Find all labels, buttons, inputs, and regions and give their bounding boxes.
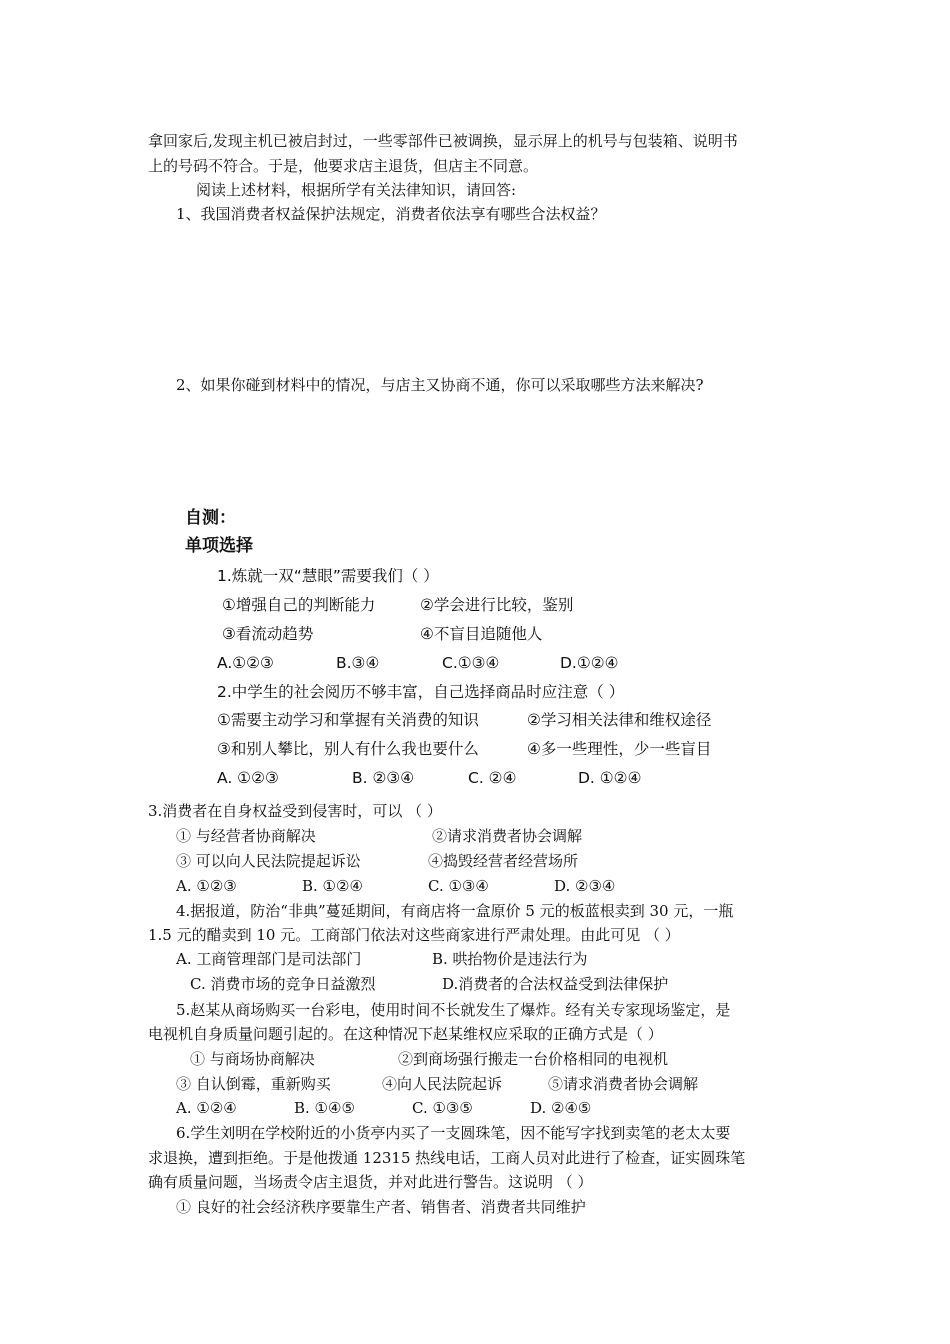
q2-option-2: ②学习相关法律和维权途径 (527, 711, 712, 729)
q1-stem: 1.炼就一双“慧眼”需要我们（ ） (217, 567, 439, 585)
q2-answer-a: A. ①②③ (217, 769, 279, 787)
q3-answer-b: B. ①②④ (302, 877, 363, 895)
q5-option-3: ③ 自认倒霉，重新购买 (176, 1075, 331, 1093)
q4-stem-line-2: 1.5 元的醋卖到 10 元。工商部门依法对这些商家进行严肃处理。由此可见 （ ） (148, 926, 680, 944)
q3-answer-a: A. ①②③ (176, 877, 237, 895)
q2-answer-b: B. ②③④ (352, 769, 415, 787)
q2-answer-c: C. ②④ (468, 769, 517, 787)
q1-option-2: ②学会进行比较，鉴别 (420, 596, 574, 614)
q2-stem: 2.中学生的社会阅历不够丰富，自己选择商品时应注意（ ） (217, 683, 625, 701)
reading-prompt: 阅读上述材料，根据所学有关法律知识，请回答: (196, 181, 517, 199)
q1-option-4: ④不盲目追随他人 (420, 625, 543, 643)
q3-option-2: ②请求消费者协会调解 (432, 827, 583, 845)
q3-stem: 3.消费者在自身权益受到侵害时，可以 （ ） (148, 802, 442, 820)
q6-stem-line-2: 求退换，遭到拒绝。于是他拨通 12315 热线电话，工商人员对此进行了检查，证实圆珠笔 (148, 1149, 746, 1167)
q4-option-a: A. 工商管理部门是司法部门 (176, 950, 362, 968)
q2-option-1: ①需要主动学习和掌握有关消费的知识 (217, 711, 479, 729)
material-line-1: 拿回家后,发现主机已被启封过，一些零部件已被调换，显示屏上的机号与包装箱、说明书 (148, 132, 738, 150)
q3-option-3: ③ 可以向人民法院提起诉讼 (176, 852, 361, 870)
material-line-2: 上的号码不符合。于是，他要求店主退货，但店主不同意。 (148, 157, 539, 175)
q1-option-1: ①增强自己的判断能力 (222, 596, 376, 614)
q3-answer-c: C. ①③④ (428, 877, 489, 895)
q4-option-d: D.消费者的合法权益受到法律保护 (442, 975, 669, 993)
q5-option-1: ① 与商场协商解决 (190, 1050, 315, 1068)
q5-answer-a: A. ①②④ (176, 1099, 237, 1117)
q4-option-c: C. 消费市场的竞争日益激烈 (190, 975, 376, 993)
q2-option-4: ④多一些理性，少一些盲目 (527, 740, 712, 758)
single-choice-heading: 单项选择 (185, 536, 253, 556)
q4-option-b: B. 哄抬物价是违法行为 (432, 950, 588, 968)
q3-option-1: ① 与经营者协商解决 (176, 827, 316, 845)
q5-option-4: ④向人民法院起诉 (382, 1075, 503, 1093)
q3-option-4: ④捣毁经营者经营场所 (428, 852, 579, 870)
q1-answer-b: B.③④ (336, 654, 380, 672)
q1-answer-a: A.①②③ (217, 654, 274, 672)
q5-answer-c: C. ①③⑤ (412, 1099, 473, 1117)
question-2: 2、如果你碰到材料中的情况，与店主又协商不通，你可以采取哪些方法来解决? (176, 376, 704, 394)
q5-option-2: ②到商场强行搬走一台价格相同的电视机 (398, 1050, 669, 1068)
selftest-heading: 自测： (185, 508, 236, 528)
q5-stem-line-1: 5.赵某从商场购买一台彩电，使用时间不长就发生了爆炸。经有关专家现场鉴定，是 (176, 1001, 731, 1019)
q1-answer-d: D.①②④ (560, 654, 619, 672)
q2-option-3: ③和别人攀比，别人有什么我也要什么 (217, 740, 479, 758)
q5-answer-d: D. ②④⑤ (530, 1099, 592, 1117)
q1-option-3: ③看流动趋势 (222, 625, 314, 643)
q5-stem-line-2: 电视机自身质量问题引起的。在这种情况下赵某维权应采取的正确方式是（ ） (148, 1025, 663, 1043)
question-1: 1、我国消费者权益保护法规定，消费者依法享有哪些合法权益？ (176, 205, 606, 223)
q2-answer-d: D. ①②④ (578, 769, 642, 787)
q1-answer-c: C.①③④ (442, 654, 500, 672)
q3-answer-d: D. ②③④ (554, 877, 616, 895)
q6-stem-line-3: 确有质量问题，当场责令店主退货，并对此进行警告。这说明 （ ） (148, 1173, 593, 1191)
q5-option-5: ⑤请求消费者协会调解 (548, 1075, 699, 1093)
q5-answer-b: B. ①④⑤ (294, 1099, 355, 1117)
q6-option-1: ① 良好的社会经济秩序要靠生产者、销售者、消费者共同维护 (176, 1198, 586, 1216)
q4-stem-line-1: 4.据报道，防治“非典”蔓延期间，有商店将一盒原价 5 元的板蓝根卖到 30 元，一瓶 (176, 902, 734, 920)
q6-stem-line-1: 6.学生刘明在学校附近的小货亭内买了一支圆珠笔，因不能写字找到卖笔的老太太要 (176, 1124, 731, 1142)
